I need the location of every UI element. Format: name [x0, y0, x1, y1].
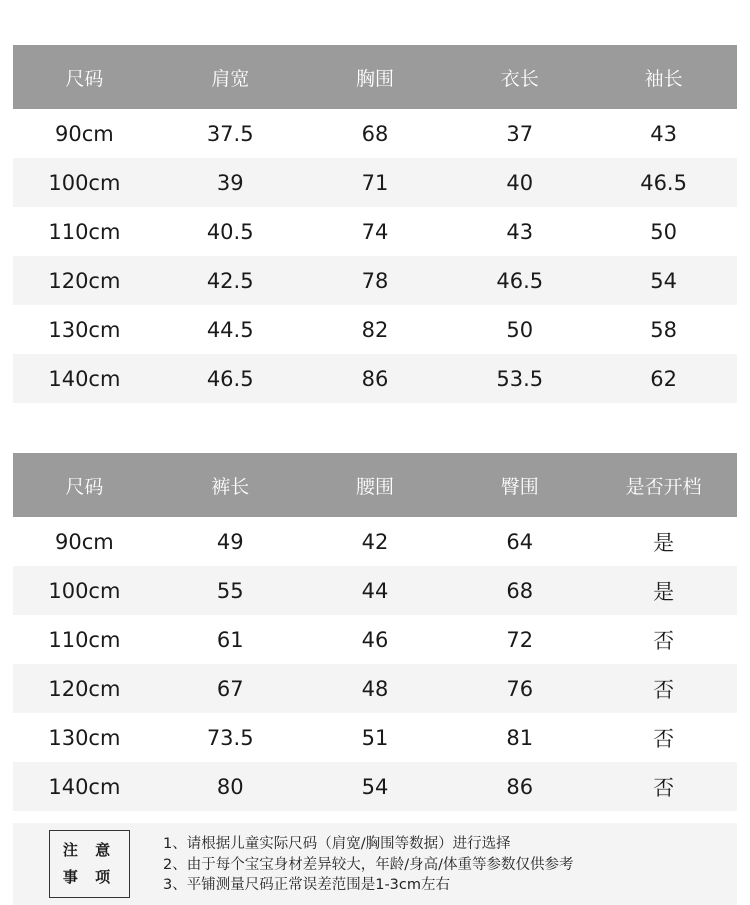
table-cell: 否	[653, 677, 675, 702]
table-cell: 46.5	[206, 366, 254, 391]
top-size-table	[13, 45, 737, 403]
table-cell: 73.5	[206, 725, 254, 750]
table-row	[13, 207, 737, 256]
notice-line: 2、由于每个宝宝身材差异较大，年龄/身高/体重等参数仅供参考	[163, 856, 574, 873]
table-row	[13, 354, 737, 403]
table-cell: 74	[361, 219, 389, 244]
table-row	[13, 566, 737, 615]
header-cell: 衣长	[500, 67, 539, 90]
header-cell: 尺码	[65, 475, 104, 498]
table-row	[13, 664, 737, 713]
header-cell: 臀围	[500, 475, 539, 498]
table-cell: 110cm	[48, 219, 121, 244]
table-cell: 50	[650, 219, 677, 244]
notice-line: 3、平铺测量尺码正常误差范围是1-3cm左右	[163, 877, 451, 893]
header-cell: 肩宽	[211, 67, 250, 90]
table-cell: 140cm	[48, 774, 121, 799]
header-cell: 袖长	[644, 67, 683, 90]
table-row	[13, 305, 737, 354]
bottom-size-table	[13, 453, 737, 811]
table-cell: 71	[361, 170, 389, 195]
table-cell: 64	[506, 529, 534, 554]
table-cell: 44.5	[206, 317, 254, 342]
table-row	[13, 713, 737, 762]
table-cell: 43	[650, 121, 677, 146]
table-cell: 55	[216, 578, 244, 603]
table-cell: 78	[361, 268, 389, 293]
table-cell: 68	[506, 578, 534, 603]
table-cell: 130cm	[48, 725, 121, 750]
table-cell: 86	[506, 774, 534, 799]
table-cell: 86	[361, 366, 389, 391]
table-row	[13, 762, 737, 811]
bottom-table-header	[13, 453, 737, 517]
table-cell: 62	[650, 366, 677, 391]
table-cell: 44	[361, 578, 389, 603]
table-cell: 120cm	[48, 268, 121, 293]
table-cell: 46.5	[640, 170, 687, 195]
notice-label-box	[49, 830, 130, 898]
header-cell: 腰围	[355, 475, 394, 498]
table-cell: 82	[361, 317, 389, 342]
table-cell: 48	[361, 676, 389, 701]
table-cell: 否	[653, 628, 675, 653]
notice-label-line: 注 意	[62, 841, 117, 859]
table-cell: 72	[506, 627, 534, 652]
table-cell: 50	[506, 317, 534, 342]
table-cell: 51	[361, 725, 389, 750]
table-cell: 43	[506, 219, 534, 244]
table-row	[13, 256, 737, 305]
table-cell: 37	[506, 121, 534, 146]
table-cell: 否	[653, 775, 675, 800]
header-cell: 胸围	[355, 67, 394, 90]
table-cell: 76	[506, 676, 534, 701]
top-table-header	[13, 45, 737, 109]
table-cell: 90cm	[55, 121, 114, 146]
table-cell: 110cm	[48, 627, 121, 652]
table-cell: 100cm	[48, 170, 121, 195]
table-cell: 120cm	[48, 676, 121, 701]
table-row	[13, 109, 737, 158]
table-row	[13, 615, 737, 664]
table-cell: 49	[216, 529, 244, 554]
table-cell: 46.5	[496, 268, 544, 293]
notice-line: 1、请根据儿童实际尺码（肩宽/胸围等数据）进行选择	[163, 836, 511, 852]
notice-label-line: 事 项	[62, 868, 117, 886]
table-cell: 53.5	[496, 366, 544, 391]
table-cell: 68	[361, 121, 389, 146]
notice-panel	[13, 823, 737, 905]
table-cell: 130cm	[48, 317, 121, 342]
table-row	[13, 517, 737, 566]
table-cell: 是	[653, 530, 675, 555]
notice-text	[163, 834, 574, 896]
table-cell: 100cm	[48, 578, 121, 603]
header-cell: 尺码	[65, 67, 104, 90]
table-cell: 42	[361, 529, 389, 554]
header-cell: 是否开档	[625, 475, 702, 498]
table-cell: 61	[216, 627, 244, 652]
table-cell: 90cm	[55, 529, 114, 554]
table-cell: 是	[653, 579, 675, 604]
table-cell: 40.5	[206, 219, 254, 244]
table-cell: 140cm	[48, 366, 121, 391]
table-cell: 46	[361, 627, 389, 652]
table-cell: 否	[653, 726, 675, 751]
table-cell: 80	[216, 774, 244, 799]
table-cell: 37.5	[206, 121, 254, 146]
table-cell: 42.5	[206, 268, 254, 293]
table-cell: 54	[361, 774, 389, 799]
table-row	[13, 158, 737, 207]
table-cell: 54	[650, 268, 677, 293]
table-cell: 81	[506, 725, 534, 750]
table-cell: 39	[216, 170, 244, 195]
header-cell: 裤长	[211, 475, 250, 498]
table-cell: 58	[650, 317, 677, 342]
table-cell: 67	[216, 676, 244, 701]
table-cell: 40	[506, 170, 534, 195]
